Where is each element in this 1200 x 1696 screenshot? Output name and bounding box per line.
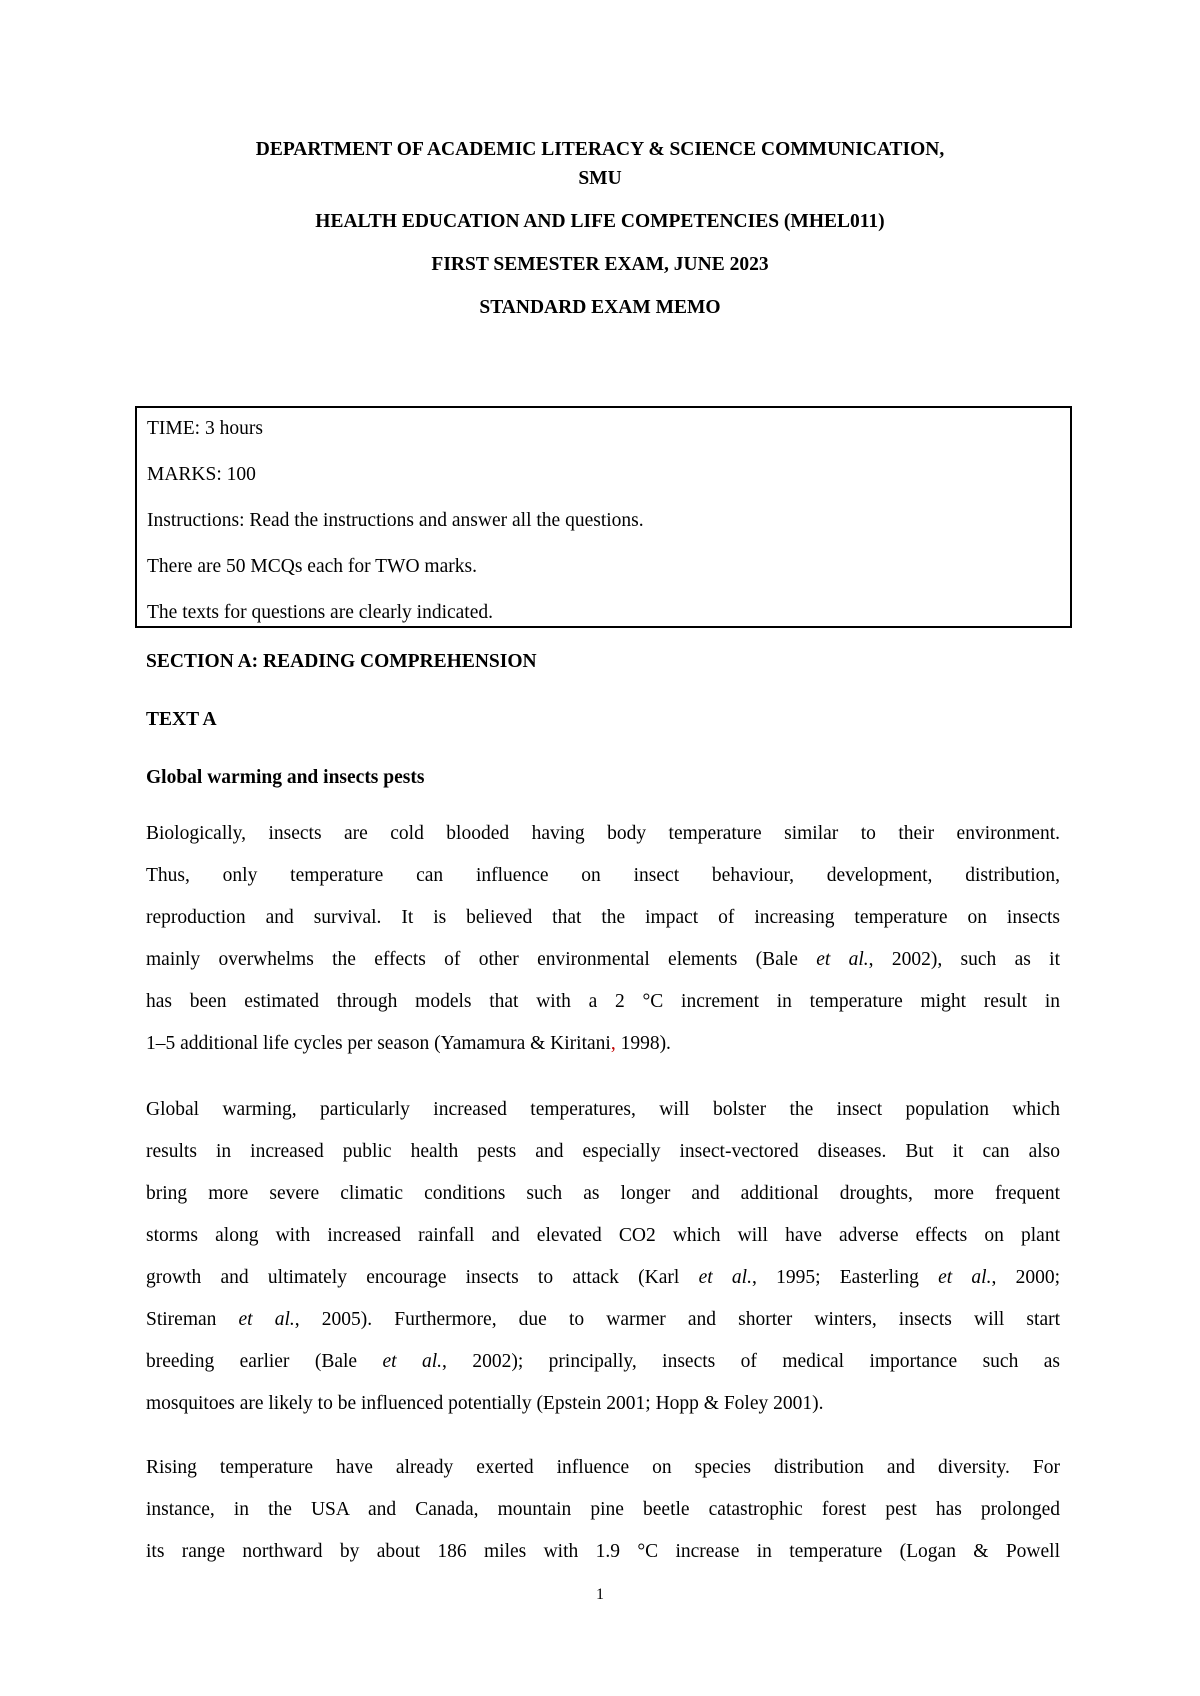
section-title: SECTION A: READING COMPREHENSION: [146, 651, 537, 672]
text-line: mainly overwhelms the effects of other environmental elements (Bale et al., 2002), such as it: [146, 949, 1060, 970]
text-line: Rising temperature have already exerted influence on species distribution and diversity. For: [146, 1457, 1060, 1478]
text-line: Biologically, insects are cold blooded having body temperature similar to their environment.: [146, 823, 1060, 844]
text-line: 1–5 additional life cycles per season (Yamamura & Kiritani, 1998).: [146, 1033, 671, 1054]
citation-italic: et al.: [238, 1309, 295, 1330]
citation-italic: et al.: [698, 1267, 752, 1288]
exam-marks: MARKS: 100: [147, 464, 256, 485]
text-line: Global warming, particularly increased temperatures, will bolster the insect population which: [146, 1099, 1060, 1120]
paragraph-2: [146, 1089, 1060, 1425]
page-number: 1: [596, 1586, 604, 1603]
text-line: growth and ultimately encourage insects to attack (Karl et al., 1995; Easterling et al., 2000;: [146, 1267, 1060, 1288]
text-line: storms along with increased rainfall and elevated CO2 which will have adverse effects on plant: [146, 1225, 1060, 1246]
exam-title: FIRST SEMESTER EXAM, JUNE 2023: [431, 254, 769, 275]
texts-note: The texts for questions are clearly indicated.: [147, 602, 493, 623]
text-line: reproduction and survival. It is believed that the impact of increasing temperature on insects: [146, 907, 1060, 928]
text-line: breeding earlier (Bale et al., 2002); principally, insects of medical importance such as: [146, 1351, 1060, 1372]
course-title: HEALTH EDUCATION AND LIFE COMPETENCIES (MHEL011): [315, 211, 885, 232]
text-label: TEXT A: [146, 709, 217, 730]
exam-info-box: [135, 406, 1072, 628]
text-line: its range northward by about 186 miles with 1.9 °C increase in temperature (Logan & Powell: [146, 1541, 1060, 1562]
text-line: bring more severe climatic conditions such as longer and additional droughts, more frequent: [146, 1183, 1060, 1204]
mcq-note: There are 50 MCQs each for TWO marks.: [147, 556, 477, 577]
exam-instructions: Instructions: Read the instructions and answer all the questions.: [147, 510, 644, 531]
red-comma: ,: [610, 1033, 616, 1054]
text-line: has been estimated through models that with a 2 °C increment in temperature might result in: [146, 991, 1060, 1012]
text-line: mosquitoes are likely to be influenced potentially (Epstein 2001; Hopp & Foley 2001).: [146, 1393, 824, 1414]
text-line: Thus, only temperature can influence on insect behaviour, development, distribution,: [146, 865, 1060, 886]
text-line: instance, in the USA and Canada, mountain pine beetle catastrophic forest pest has prolonged: [146, 1499, 1060, 1520]
text-line: results in increased public health pests and especially insect-vectored diseases. But it can also: [146, 1141, 1060, 1162]
citation-italic: et al.: [938, 1267, 992, 1288]
citation-italic: et al.: [382, 1351, 443, 1372]
paragraph-3: [146, 1447, 1060, 1573]
exam-time: TIME: 3 hours: [147, 418, 263, 439]
paragraph-1: [146, 813, 1060, 1065]
citation-italic: et al.: [816, 949, 869, 970]
institution-abbrev: SMU: [578, 168, 622, 189]
article-title: Global warming and insects pests: [146, 767, 425, 788]
department-title: DEPARTMENT OF ACADEMIC LITERACY & SCIENCE COMMUNICATION,: [255, 139, 945, 160]
memo-title: STANDARD EXAM MEMO: [479, 297, 721, 318]
text-line: Stireman et al., 2005). Furthermore, due to warmer and shorter winters, insects will start: [146, 1309, 1060, 1330]
